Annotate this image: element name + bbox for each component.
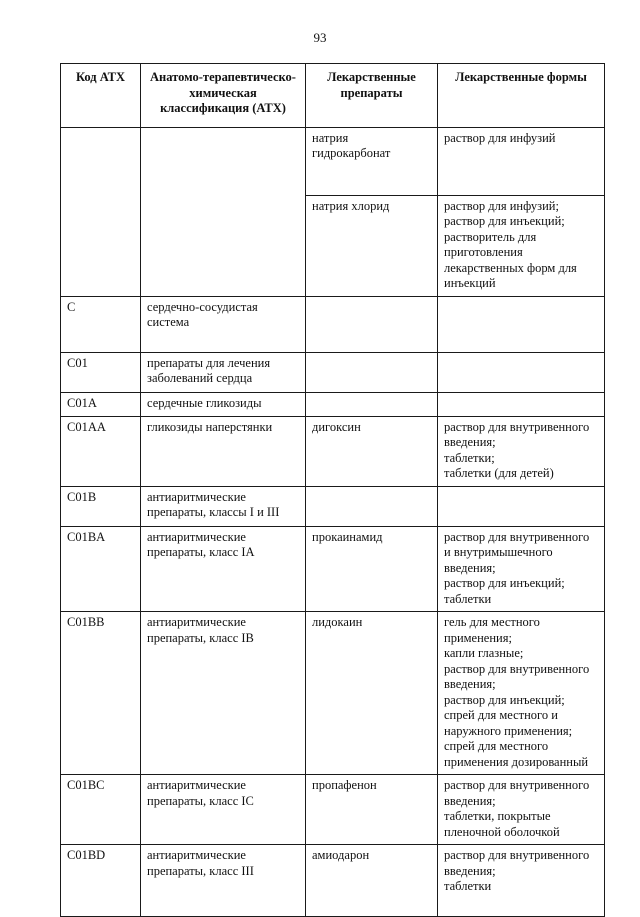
header-forms: Лекарственные формы (438, 64, 605, 128)
cell-forms (438, 392, 605, 416)
table-row (61, 352, 605, 392)
cell-code (61, 127, 141, 296)
cell-code: C01BA (61, 526, 141, 612)
cell-forms (438, 486, 605, 526)
cell-drug: дигоксин (306, 416, 438, 486)
table-row (61, 775, 605, 845)
cell-forms: раствор для инфузий (438, 127, 605, 195)
cell-code: C01A (61, 392, 141, 416)
cell-forms: раствор для внутривенного введения; таблетки; таблетки (для детей) (438, 416, 605, 486)
cell-drug: лидокаин (306, 612, 438, 775)
table-row (61, 296, 605, 352)
table-row (61, 526, 605, 612)
cell-classification: сердечно-сосудистая система (141, 296, 306, 352)
cell-drug: прокаинамид (306, 526, 438, 612)
cell-code: C01AA (61, 416, 141, 486)
table-header-row (61, 64, 605, 128)
cell-classification: антиаритмические препараты, класс IB (141, 612, 306, 775)
header-code: Код АТХ (61, 64, 141, 128)
cell-drug: амиодарон (306, 845, 438, 917)
page-number: 93 (313, 30, 327, 45)
cell-code: C01 (61, 352, 141, 392)
table-row (61, 127, 605, 195)
table-row (61, 486, 605, 526)
cell-code: C01BD (61, 845, 141, 917)
cell-forms (438, 352, 605, 392)
cell-drug: натрия гидрокарбонат (306, 127, 438, 195)
cell-code: C01B (61, 486, 141, 526)
cell-forms: раствор для внутривенного введения; таблетки (438, 845, 605, 917)
cell-drug (306, 296, 438, 352)
header-classification: Анатомо-терапевтическо-химическая классификация (АТХ) (141, 64, 306, 128)
cell-forms: гель для местного применения; капли глазные; раствор для внутривенного введения; раствор для инъекций; спрей для местного и наружного применения; спрей для местного применения дозированный (438, 612, 605, 775)
cell-code: C01BC (61, 775, 141, 845)
cell-classification: препараты для лечения заболеваний сердца (141, 352, 306, 392)
table-row (61, 612, 605, 775)
cell-forms: раствор для внутривенного и внутримышечного введения; раствор для инъекций; таблетки (438, 526, 605, 612)
cell-code: C01BB (61, 612, 141, 775)
cell-drug (306, 352, 438, 392)
table-row (61, 845, 605, 917)
cell-forms: раствор для внутривенного введения; таблетки, покрытые пленочной оболочкой (438, 775, 605, 845)
cell-code: C (61, 296, 141, 352)
cell-classification: гликозиды наперстянки (141, 416, 306, 486)
cell-forms (438, 296, 605, 352)
cell-drug (306, 392, 438, 416)
cell-forms: раствор для инфузий; раствор для инъекций; растворитель для приготовления лекарственных форм для инъекций (438, 195, 605, 296)
cell-classification: антиаритмические препараты, класс IA (141, 526, 306, 612)
cell-drug (306, 486, 438, 526)
header-drugs: Лекарственные препараты (306, 64, 438, 128)
cell-drug: пропафенон (306, 775, 438, 845)
table-row (61, 416, 605, 486)
cell-classification: сердечные гликозиды (141, 392, 306, 416)
table-row (61, 392, 605, 416)
cell-classification: антиаритмические препараты, классы I и III (141, 486, 306, 526)
cell-classification: антиаритмические препараты, класс IC (141, 775, 306, 845)
cell-classification: антиаритмические препараты, класс III (141, 845, 306, 917)
cell-classification (141, 127, 306, 296)
atx-table (60, 63, 605, 917)
cell-drug: натрия хлорид (306, 195, 438, 296)
